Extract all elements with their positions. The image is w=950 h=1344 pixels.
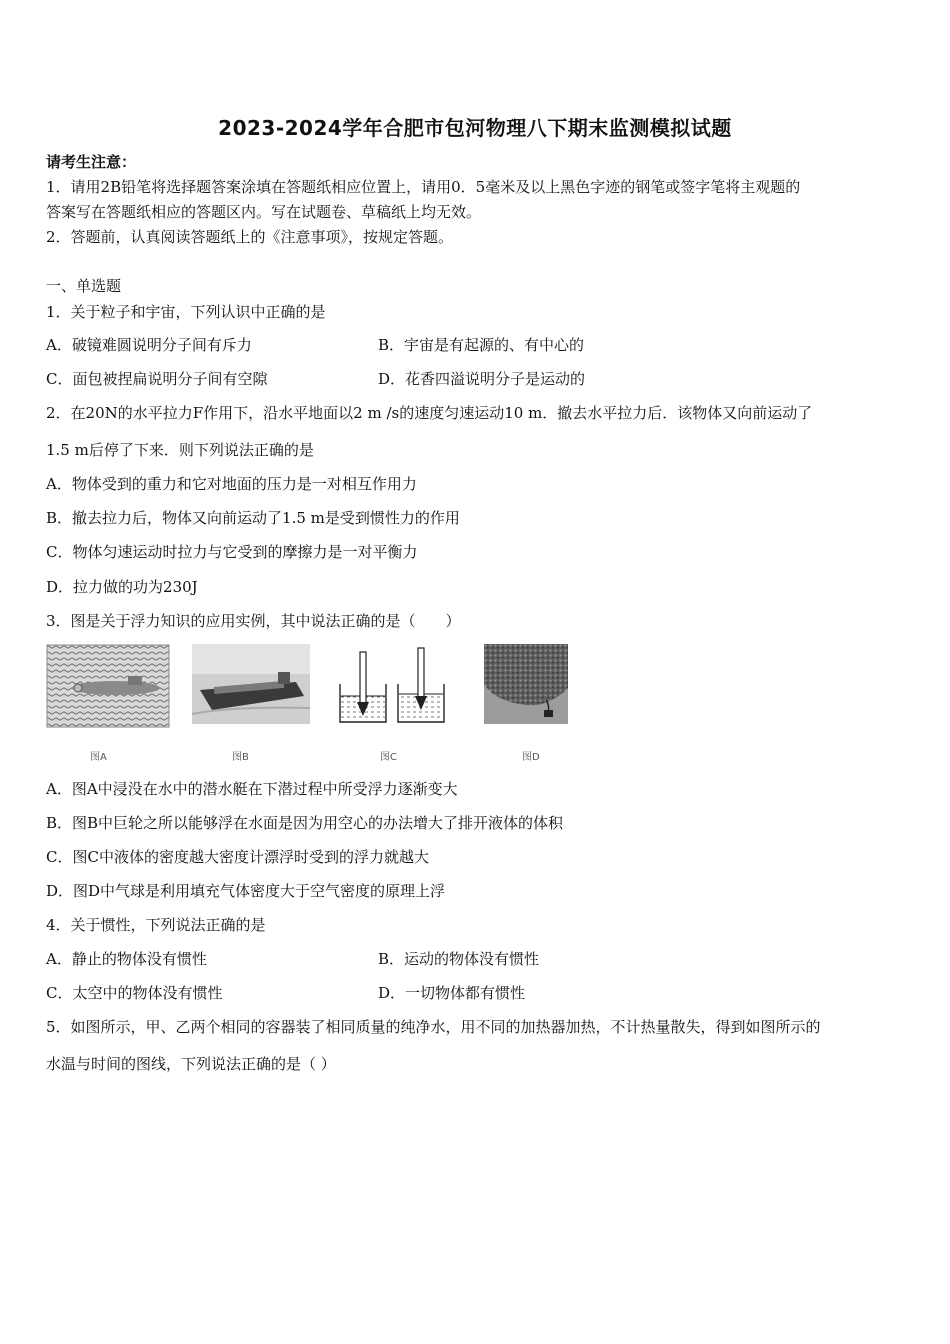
q3-option-a: A．图A中浸没在水中的潜水艇在下潜过程中所受浮力逐渐变大 xyxy=(46,780,458,798)
q3-option-d: D．图D中气球是利用填充气体密度大于空气密度的原理上浮 xyxy=(46,882,446,900)
notice-line-1: 1．请用2B铅笔将选择题答案涂填在答题纸相应位置上，请用0．5毫米及以上黑色字迹的钢笔或签字笔将主观题的 xyxy=(46,178,801,196)
page-title: 2023-2024学年合肥市包河物理八下期末监测模拟试题 xyxy=(218,116,732,140)
q1-option-b: B．宇宙是有起源的、有中心的 xyxy=(378,336,585,354)
q3-stem: 3．图是关于浮力知识的应用实例，其中说法正确的是（ ） xyxy=(46,612,461,630)
notice-line-2: 答案写在答题纸相应的答题区内。写在试题卷、草稿纸上均无效。 xyxy=(46,203,482,221)
q3-option-c: C．图C中液体的密度越大密度计漂浮时受到的浮力就越大 xyxy=(46,848,429,866)
q1-option-c: C．面包被捏扁说明分子间有空隙 xyxy=(46,370,268,388)
q4-option-a: A．静止的物体没有惯性 xyxy=(46,950,207,968)
notice-heading: 请考生注意： xyxy=(46,153,137,171)
submarine-figure xyxy=(46,644,170,728)
q2-option-c: C．物体匀速运动时拉力与它受到的摩擦力是一对平衡力 xyxy=(46,543,418,561)
q2-stem-line-2: 1.5 m后停了下来．则下列说法正确的是 xyxy=(46,441,314,459)
q3-option-b: B．图B中巨轮之所以能够浮在水面是因为用空心的办法增大了排开液体的体积 xyxy=(46,814,564,832)
figure-d-caption: 图D xyxy=(522,752,540,763)
hydrometer-figure xyxy=(334,644,454,728)
figure-c-caption: 图C xyxy=(380,752,397,763)
q4-option-c: C．太空中的物体没有惯性 xyxy=(46,984,223,1002)
q2-stem-line-1: 2．在20N的水平拉力F作用下，沿水平地面以2 m /s的速度匀速运动10 m．撤去水平拉力后．该物体又向前运动了 xyxy=(46,404,813,422)
q1-stem: 1．关于粒子和宇宙，下列认识中正确的是 xyxy=(46,303,326,321)
notice-line-3: 2．答题前，认真阅读答题纸上的《注意事项》，按规定答题。 xyxy=(46,228,454,246)
q4-option-b: B．运动的物体没有惯性 xyxy=(378,950,540,968)
q5-stem-line-2: 水温与时间的图线，下列说法正确的是（ ） xyxy=(46,1055,336,1073)
figure-a-caption: 图A xyxy=(90,752,107,763)
q2-option-a: A．物体受到的重力和它对地面的压力是一对相互作用力 xyxy=(46,475,417,493)
q1-option-d: D．花香四溢说明分子是运动的 xyxy=(378,370,586,388)
ship-figure xyxy=(192,644,310,724)
q4-option-d: D．一切物体都有惯性 xyxy=(378,984,526,1002)
balloon-figure xyxy=(484,644,568,724)
figure-b-caption: 图B xyxy=(232,752,249,763)
q2-option-b: B．撤去拉力后，物体又向前运动了1.5 m是受到惯性力的作用 xyxy=(46,509,460,527)
section-heading: 一、单选题 xyxy=(46,277,122,295)
q3-figure-strip xyxy=(46,644,568,762)
q5-stem-line-1: 5．如图所示，甲、乙两个相同的容器装了相同质量的纯净水，用不同的加热器加热，不计热量散失，得到如图所示的 xyxy=(46,1018,821,1036)
q1-option-a: A．破镜难圆说明分子间有斥力 xyxy=(46,336,252,354)
q4-stem: 4．关于惯性，下列说法正确的是 xyxy=(46,916,266,934)
q2-option-d: D．拉力做的功为230J xyxy=(46,578,198,596)
